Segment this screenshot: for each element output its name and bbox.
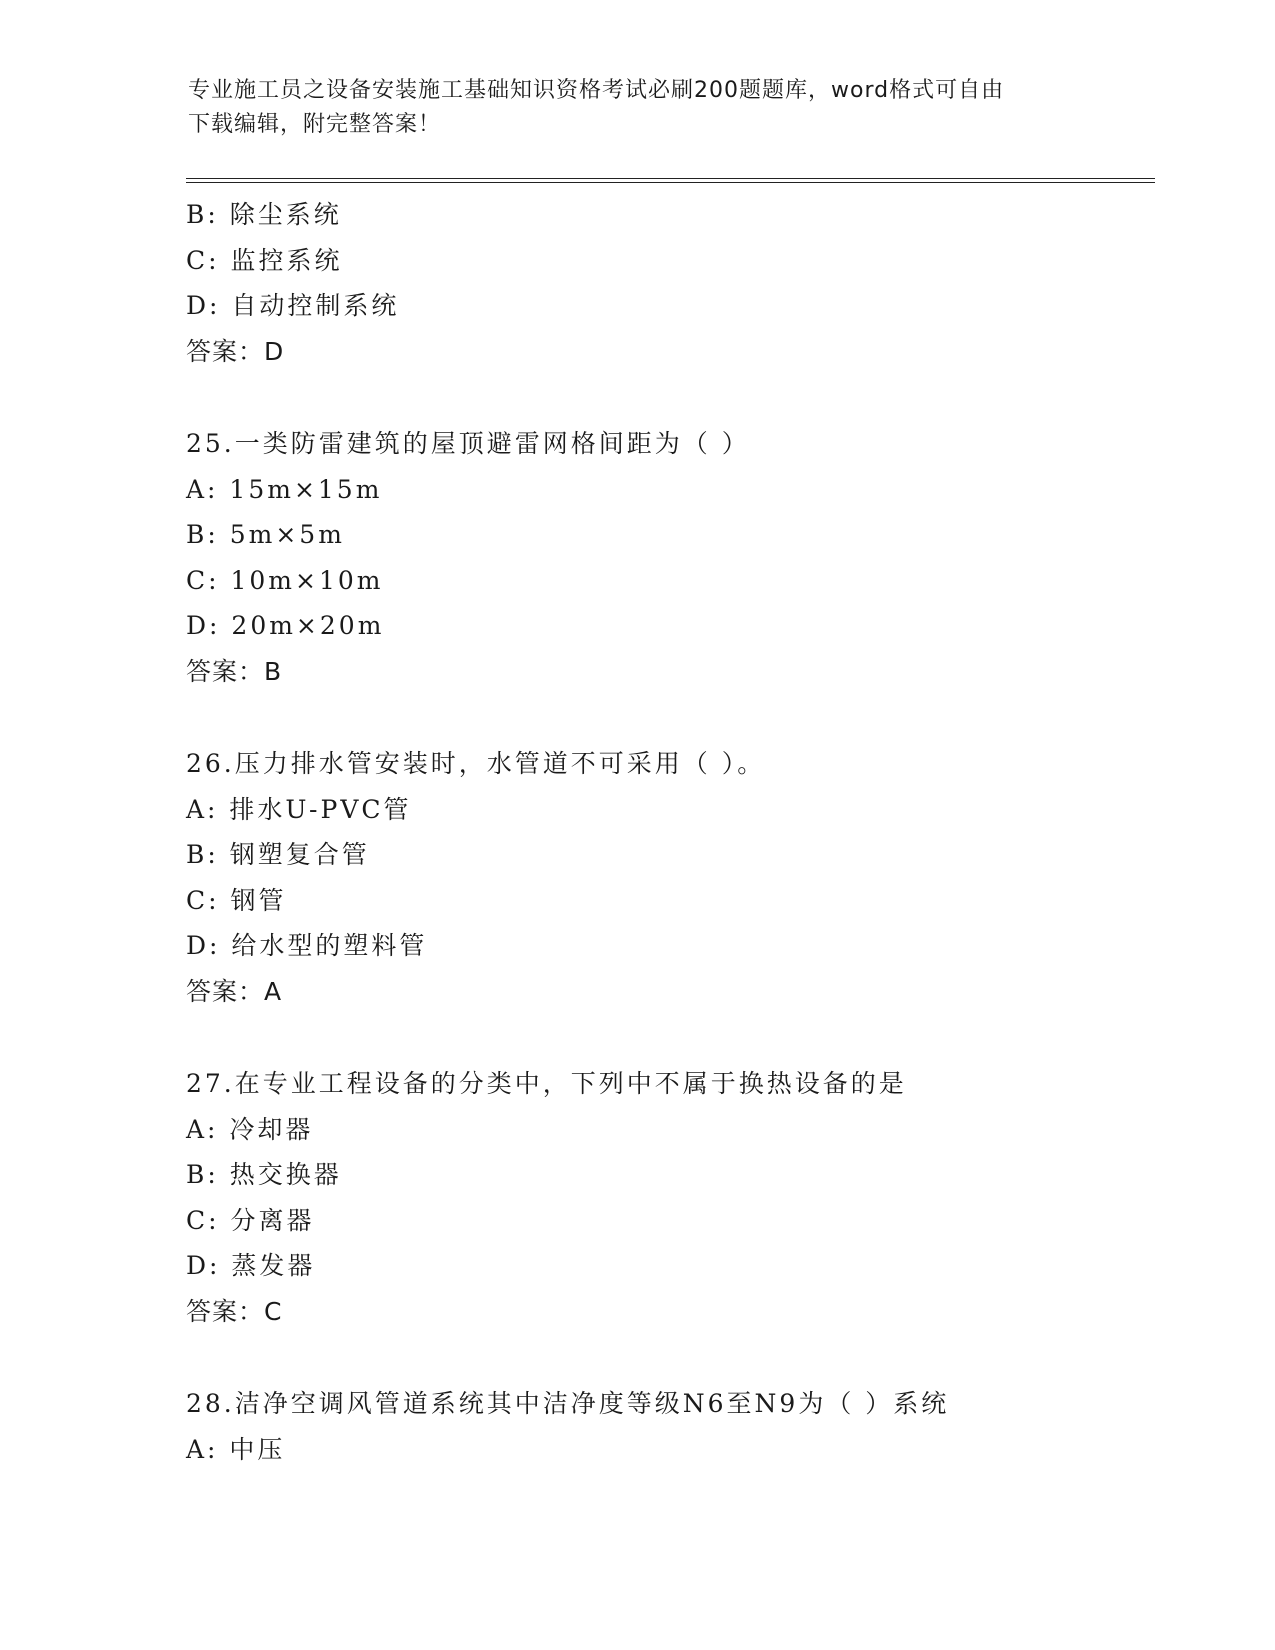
option-c: C: 分离器 bbox=[186, 1205, 315, 1235]
question-block-28 bbox=[186, 1381, 1146, 1472]
spacer bbox=[186, 374, 1146, 421]
option-c: C: 钢管 bbox=[186, 885, 287, 915]
option-d: D: 蒸发器 bbox=[186, 1251, 316, 1280]
option-d: D: 自动控制系统 bbox=[186, 291, 400, 320]
question-stem: 28.洁净空调风管道系统其中洁净度等级N6至N9为（ ）系统 bbox=[186, 1389, 950, 1418]
spacer bbox=[186, 1334, 1146, 1381]
answer-line: 答案：C bbox=[186, 1296, 283, 1326]
question-stem: 27.在专业工程设备的分类中，下列中不属于换热设备的是 bbox=[186, 1069, 907, 1098]
option-b: B: 热交换器 bbox=[186, 1160, 342, 1189]
question-block-25 bbox=[186, 421, 1146, 694]
option-a: A: 冷却器 bbox=[186, 1114, 314, 1144]
header-title-line-1: 专业施工员之设备安装施工基础知识资格考试必刷200题题库，word格式可自由 bbox=[188, 78, 1005, 103]
option-c: C: 10m×10m bbox=[186, 565, 384, 595]
option-d: D: 给水型的塑料管 bbox=[186, 931, 428, 960]
option-d: D: 20m×20m bbox=[186, 611, 385, 640]
answer-line: 答案：A bbox=[186, 976, 283, 1006]
question-list bbox=[186, 192, 1146, 1472]
header-divider bbox=[186, 178, 1155, 183]
option-a: A: 15m×15m bbox=[186, 474, 383, 504]
question-block-26 bbox=[186, 741, 1146, 1014]
option-a: A: 中压 bbox=[186, 1434, 286, 1464]
option-c: C: 监控系统 bbox=[186, 245, 343, 275]
header-title-line-2: 下载编辑，附完整答案！ bbox=[188, 112, 442, 137]
question-block-27 bbox=[186, 1061, 1146, 1334]
document-header bbox=[188, 74, 1068, 142]
question-stem: 25.一类防雷建筑的屋顶避雷网格间距为（ ） bbox=[186, 429, 750, 458]
option-a: A: 排水U-PVC管 bbox=[186, 794, 412, 824]
answer-line: 答案：B bbox=[186, 656, 283, 686]
question-block-24 bbox=[186, 192, 1146, 374]
spacer bbox=[186, 694, 1146, 741]
spacer bbox=[186, 1014, 1146, 1061]
option-b: B: 5m×5m bbox=[186, 520, 345, 549]
option-b: B: 除尘系统 bbox=[186, 200, 342, 229]
option-b: B: 钢塑复合管 bbox=[186, 840, 370, 869]
question-stem: 26.压力排水管安装时，水管道不可采用（ ）。 bbox=[186, 749, 766, 778]
answer-line: 答案：D bbox=[186, 336, 285, 366]
